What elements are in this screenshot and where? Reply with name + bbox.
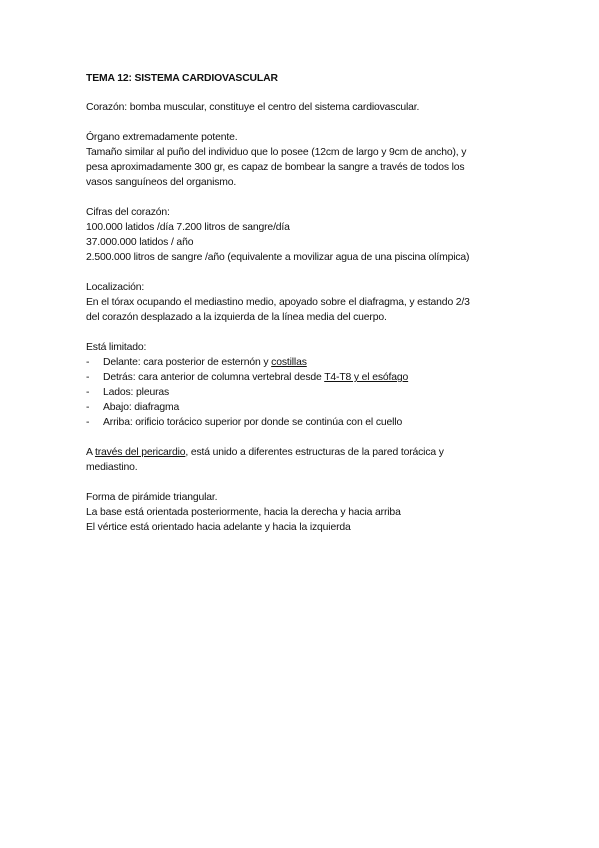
cifras-section bbox=[86, 205, 526, 265]
list-item-text: Lados: pleuras bbox=[103, 387, 170, 398]
organo-line-4: vasos sanguíneos del organismo. bbox=[86, 177, 237, 188]
cifras-line-3: 2.500.000 litros de sangre /año (equivalente a movilizar agua de una piscina olímpica) bbox=[86, 252, 470, 263]
organo-line-2: Tamaño similar al puño del individuo que lo posee (12cm de largo y 9cm de ancho), y bbox=[86, 147, 467, 158]
list-item bbox=[86, 355, 526, 370]
pericardio-prefix: A bbox=[86, 447, 95, 458]
organo-paragraph bbox=[86, 130, 526, 190]
limitado-heading: Está limitado: bbox=[86, 342, 147, 353]
localizacion-line-2: del corazón desplazado a la izquierda de la línea media del cuerpo. bbox=[86, 312, 387, 323]
pericardio-paragraph bbox=[86, 445, 526, 475]
list-item bbox=[86, 400, 526, 415]
list-item bbox=[86, 370, 526, 385]
document-page bbox=[86, 71, 526, 550]
bullet-dash: - bbox=[86, 402, 90, 413]
limitado-list bbox=[86, 355, 526, 430]
bullet-dash: - bbox=[86, 357, 90, 368]
list-item bbox=[86, 415, 526, 430]
bullet-dash: - bbox=[86, 387, 90, 398]
costillas-link[interactable]: costillas bbox=[271, 357, 307, 368]
organo-line-1: Órgano extremadamente potente. bbox=[86, 132, 238, 143]
forma-line-2: La base está orientada posteriormente, hacia la derecha y hacia arriba bbox=[86, 507, 401, 518]
list-item-text: Abajo: diafragma bbox=[103, 402, 180, 413]
forma-line-3: El vértice está orientado hacia adelante y hacia la izquierda bbox=[86, 522, 351, 533]
cifras-heading: Cifras del corazón: bbox=[86, 207, 170, 218]
localizacion-heading: Localización: bbox=[86, 282, 145, 293]
list-item-text: Arriba: orificio torácico superior por donde se continúa con el cuello bbox=[103, 417, 403, 428]
t4-t8-link[interactable]: T4-T8 y el esófago bbox=[324, 372, 409, 383]
cifras-line-1: 100.000 latidos /día 7.200 litros de sangre/día bbox=[86, 222, 290, 233]
bullet-dash: - bbox=[86, 417, 90, 428]
limitado-section bbox=[86, 340, 526, 430]
pericardio-line-2: mediastino. bbox=[86, 462, 138, 473]
localizacion-section bbox=[86, 280, 526, 325]
list-item-text: Delante: cara posterior de esternón y bbox=[103, 357, 272, 368]
list-item bbox=[86, 385, 526, 400]
localizacion-line-1: En el tórax ocupando el mediastino medio, apoyado sobre el diafragma, y estando 2/3 bbox=[86, 297, 470, 308]
pericardio-rest: , está unido a diferentes estructuras de la pared torácica y bbox=[185, 447, 444, 458]
cifras-line-2: 37.000.000 latidos / año bbox=[86, 237, 194, 248]
bullet-dash: - bbox=[86, 372, 90, 383]
forma-section bbox=[86, 490, 526, 535]
page-title: TEMA 12: SISTEMA CARDIOVASCULAR bbox=[86, 73, 278, 84]
pericardio-link[interactable]: través del pericardio bbox=[94, 447, 186, 458]
forma-line-1: Forma de pirámide triangular. bbox=[86, 492, 218, 503]
pericardio-line-1 bbox=[86, 445, 526, 460]
list-item-text: Detrás: cara anterior de columna vertebral desde bbox=[103, 372, 325, 383]
organo-line-3: pesa aproximadamente 300 gr, es capaz de bombear la sangre a través de todos los bbox=[86, 162, 465, 173]
corazon-definition: Corazón: bomba muscular, constituye el centro del sistema cardiovascular. bbox=[86, 102, 420, 113]
